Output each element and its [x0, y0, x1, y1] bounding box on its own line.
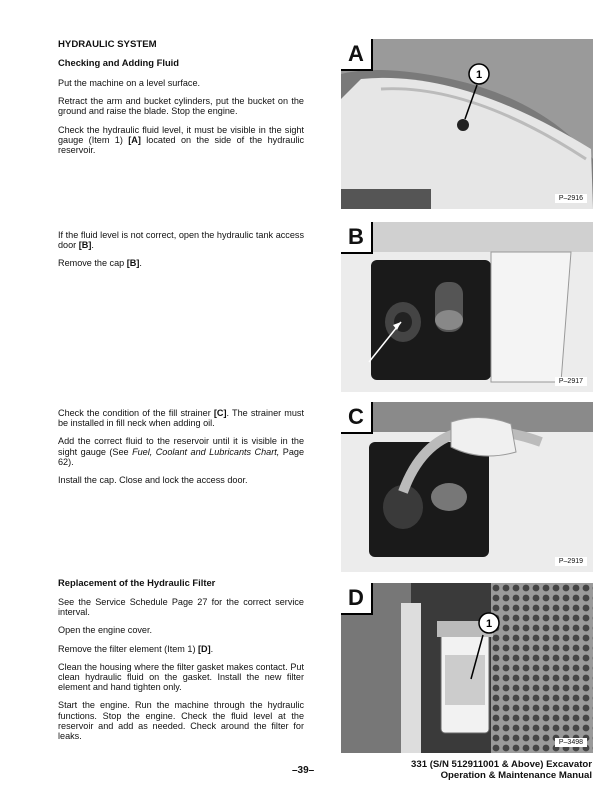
figure-d-hydraulic-filter: [341, 583, 593, 753]
footer-line: 331 (S/N 512911001 & Above) Excavator: [411, 759, 592, 770]
figure-letter: A: [341, 39, 373, 71]
paragraph: Check the hydraulic fluid level, it must be visible in the sight gauge (Item 1) [A] located on the side of the hydraulic reservoir.: [58, 124, 304, 156]
footer-manual-title: [411, 760, 592, 781]
text-block-open-door: [58, 230, 304, 277]
figure-b-access-door: [341, 222, 593, 392]
sight-gauge: [457, 119, 469, 131]
section-heading: HYDRAULIC SYSTEM: [58, 39, 157, 50]
paragraph: Check the condition of the fill strainer [C]. The strainer must be installed in fill neck when adding oil.: [58, 408, 304, 429]
paragraph: See the Service Schedule Page 27 for the correct service interval.: [58, 597, 304, 618]
photo-code: P–2919: [555, 557, 587, 566]
chart-reference: Fuel, Coolant and Lubricants Chart,: [132, 446, 280, 457]
figure-c-fill-strainer: [341, 402, 593, 572]
photo-fill-strainer: [341, 402, 593, 572]
subheading-checking-fluid: Checking and Adding Fluid: [58, 57, 180, 68]
photo-code: P–2916: [555, 194, 587, 203]
photo-code: P–3498: [555, 738, 587, 747]
figure-a-sight-gauge: [341, 39, 593, 209]
page-number: –39–: [292, 765, 315, 776]
figure-letter: D: [341, 583, 373, 615]
text-block-check-level: [58, 78, 304, 163]
paragraph: Clean the housing where the filter gasket makes contact. Put clean hydraulic fluid on the gasket. Install the new filter element and hand tighten only.: [58, 661, 304, 693]
paragraph: Start the engine. Run the machine through the hydraulic functions. Stop the engine. Check the fluid level at the reservoir and add as needed. Check around the filter for leaks.: [58, 700, 304, 742]
paragraph: Retract the arm and bucket cylinders, put the bucket on the ground and raise the blade. Stop the engine.: [58, 96, 304, 117]
subheading-filter-replacement: Replacement of the Hydraulic Filter: [58, 577, 216, 588]
footer-line: Operation & Maintenance Manual: [440, 769, 592, 781]
paragraph: Add the correct fluid to the reservoir until it is visible in the sight gauge (See Fuel, Coolant and Lubricants Chart, Page 62).: [58, 436, 304, 467]
photo-hydraulic-side-panel: [341, 39, 593, 209]
paragraph: Install the cap. Close and lock the access door.: [58, 475, 248, 486]
paragraph: Remove the filter element (Item 1) [D].: [58, 643, 214, 654]
figure-ref: [B]: [78, 240, 92, 251]
callout-number: 1: [475, 69, 483, 81]
figure-ref: [A]: [128, 134, 141, 145]
paragraph: Remove the cap [B].: [58, 258, 142, 269]
figure-ref: [B]: [126, 258, 140, 269]
figure-letter: B: [341, 222, 373, 254]
figure-ref: [C]: [213, 408, 227, 418]
photo-code: P–2917: [555, 377, 587, 386]
text-block-fill-strainer: [58, 408, 304, 493]
paragraph: Open the engine cover.: [58, 625, 153, 636]
text-block-filter: [58, 597, 304, 749]
photo-hydraulic-filter: [341, 583, 593, 753]
photo-access-door-open: [341, 222, 593, 392]
figure-letter: C: [341, 402, 373, 434]
paragraph: Put the machine on a level surface.: [58, 78, 201, 88]
figure-ref: [D]: [198, 643, 211, 654]
paragraph: If the fluid level is not correct, open the hydraulic tank access door [B].: [58, 230, 304, 251]
callout-number: 1: [485, 618, 493, 630]
